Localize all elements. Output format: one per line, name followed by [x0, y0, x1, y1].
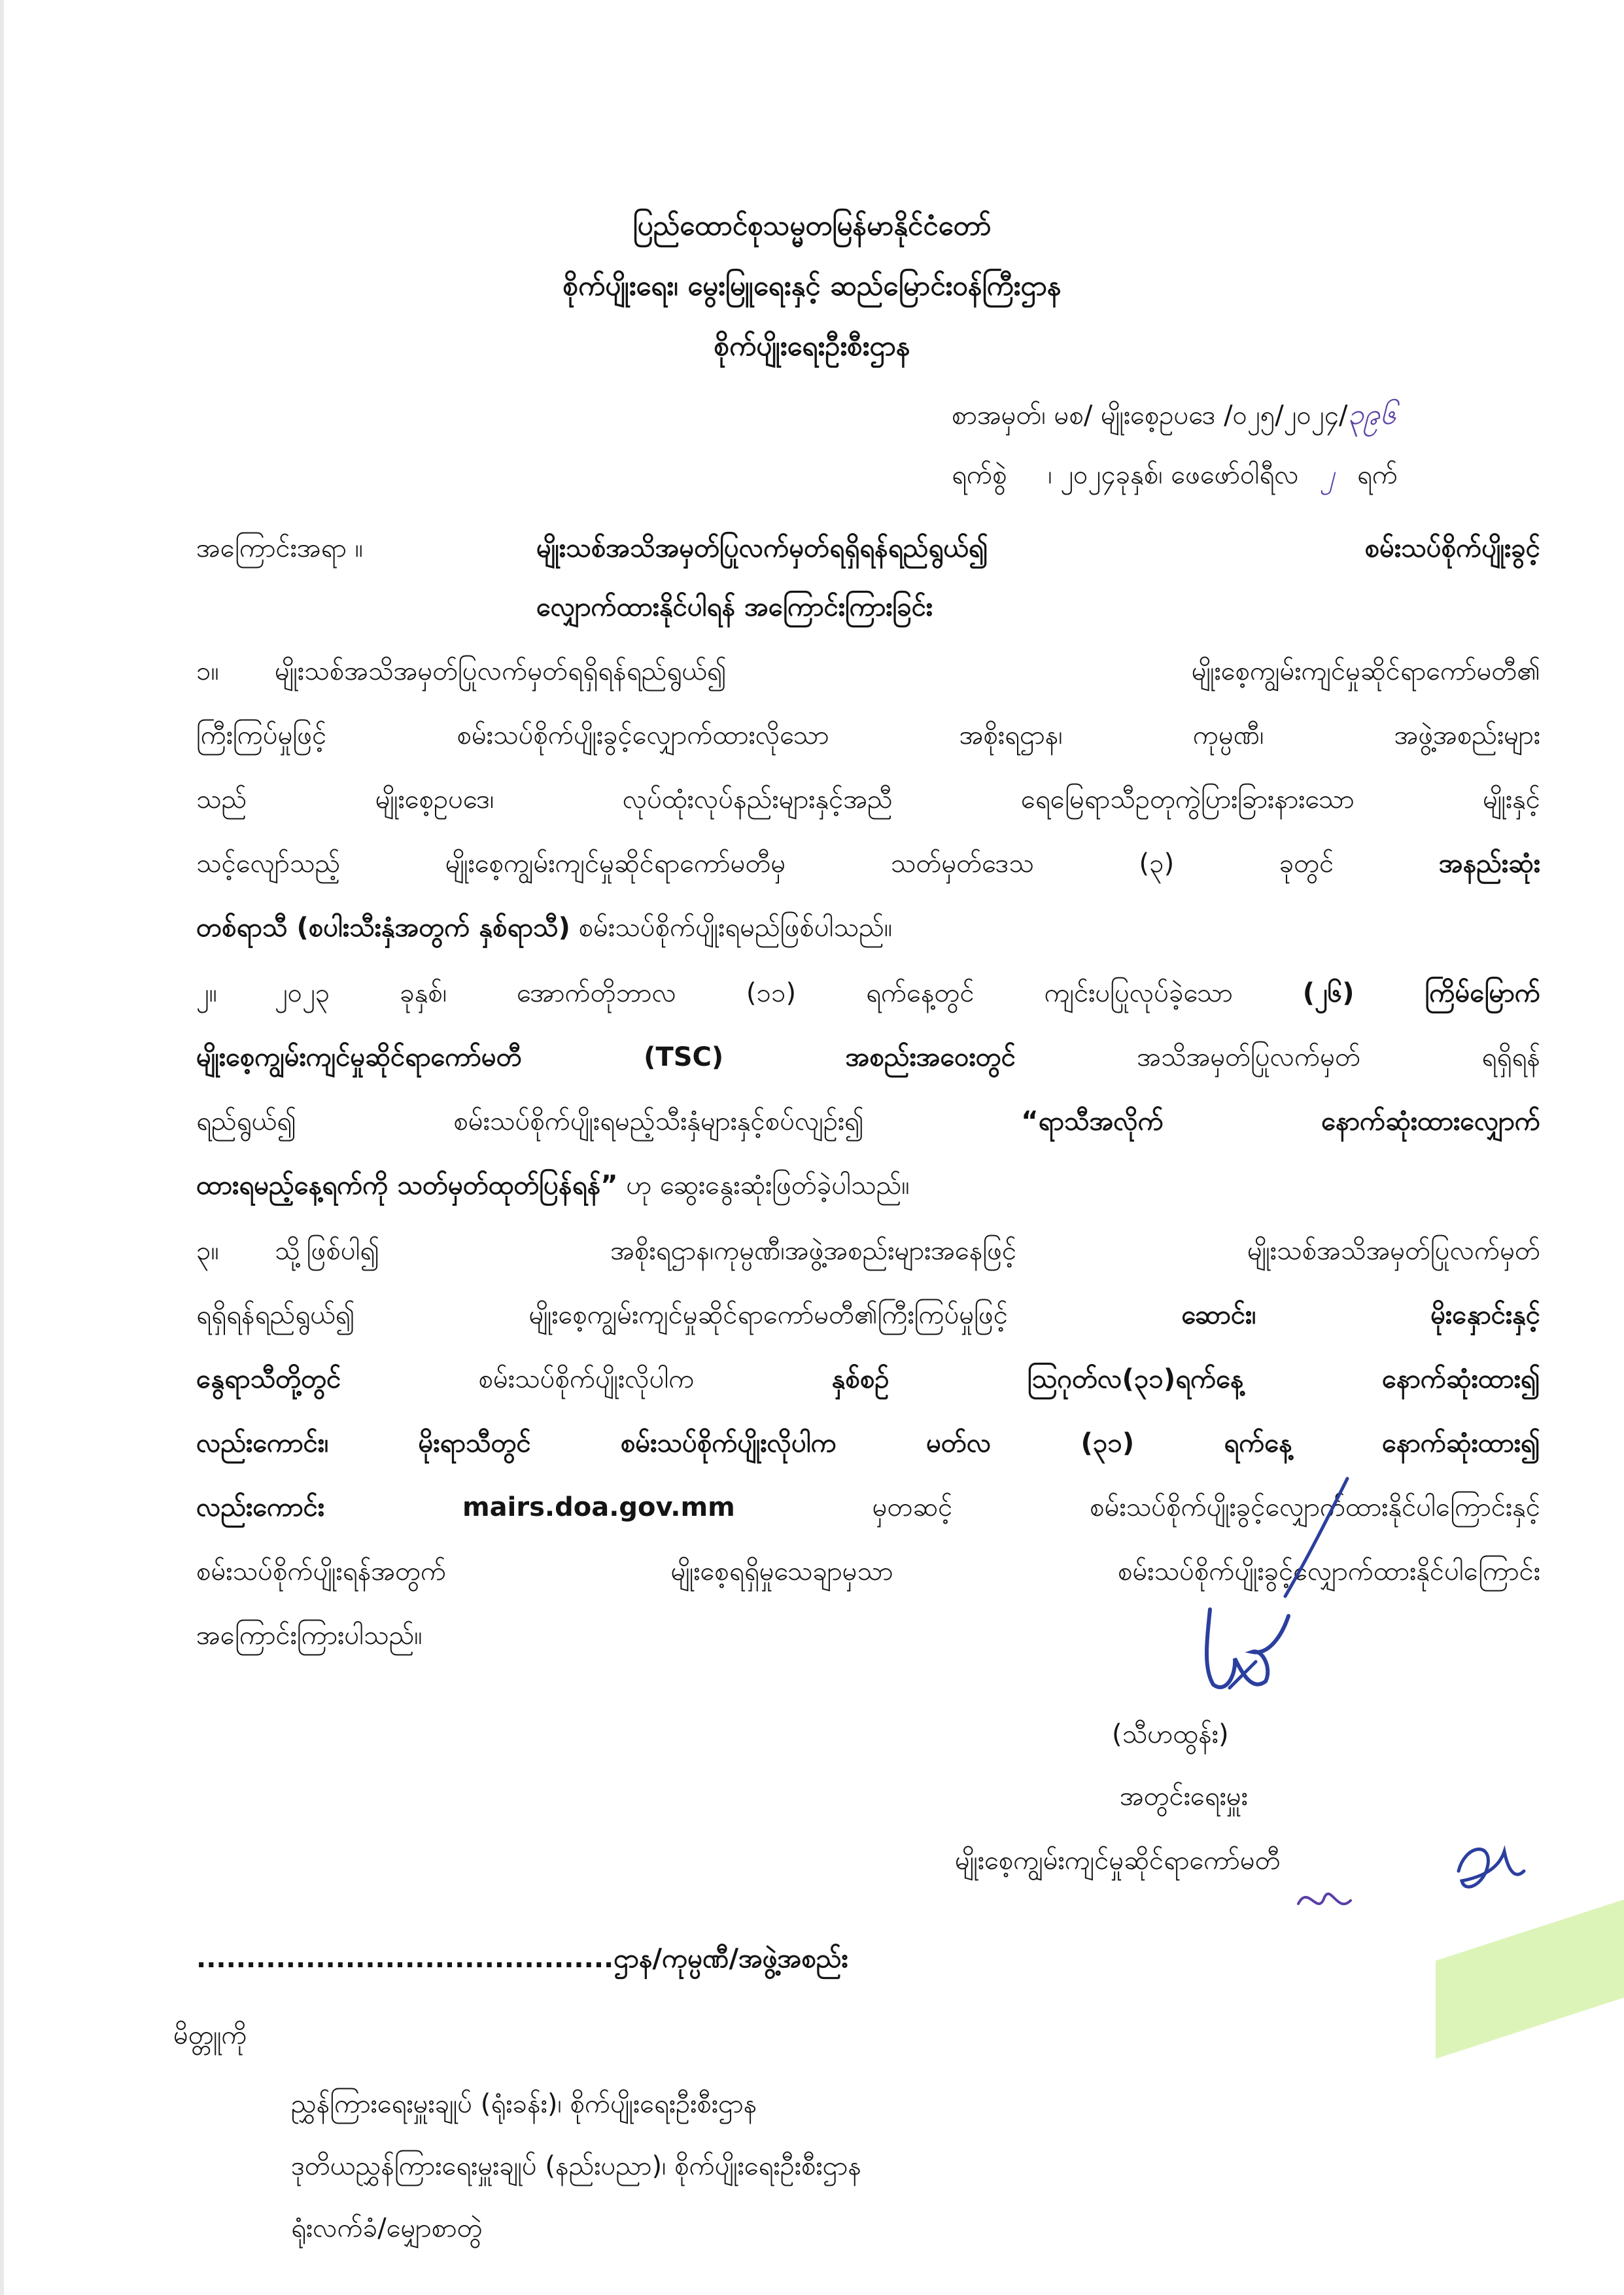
p3-line-2-text: ရရှိရန်ရည်ရွယ်၍ မျိုးစေ့ကျွမ်းကျင်မှုဆိုင်ရာကော်မတီ၏ကြီးကြပ်မှုဖြင့်: [196, 1300, 1009, 1330]
date-handwritten-day: ၂: [1321, 460, 1335, 490]
cc-item-2: ဒုတိယညွှန်ကြားရေးမှူးချုပ် (နည်းပညာ)၊ စိုက်ပျိုးရေးဦးစီးဌာန: [291, 2151, 861, 2181]
reference-handwritten-number: ၃၉၆: [1347, 398, 1396, 431]
p3-line-2: [196, 1298, 1540, 1337]
header-country: ပြည်ထောင်စုသမ္မတမြန်မာနိုင်ငံတော်: [632, 209, 992, 241]
date-value: ၊ ၂၀၂၄ခုနှစ်၊ ဖေဖော်ဝါရီလ: [1048, 460, 1299, 490]
p3-line-2-bold: ဆောင်း၊ မိုးနှောင်းနှင့်: [1181, 1300, 1540, 1330]
signatory-committee: မျိုးစေ့ကျွမ်းကျင်မှုဆိုင်ရာကော်မတီ: [955, 1846, 1281, 1876]
p2-line-2-text: အသိအမှတ်ပြုလက်မှတ် ရရှိရန်: [1137, 1042, 1540, 1072]
p1-line-4-text: သင့်လျော်သည့် မျိုးစေ့ကျွမ်းကျင်မှုဆိုင်ရာကော်မတီမှ သတ်မှတ်ဒေသ (၃) ခုတွင်: [196, 849, 1334, 879]
reference-date: [952, 458, 1398, 497]
header-ministry: စိုက်ပျိုးရေး၊ မွေးမြူရေးနှင့် ဆည်မြောင်းဝန်ကြီးဌာန: [562, 270, 1062, 302]
cc-heading: မိတ္တူကို: [173, 2020, 247, 2050]
p2-line-3: [196, 1104, 1540, 1143]
p2-line-4-text: ဟု ဆွေးနွေးဆုံးဖြတ်ခဲ့ပါသည်။: [626, 1170, 910, 1200]
signatory-title: အတွင်းရေးမှူး: [1120, 1781, 1248, 1812]
p2-line-2: [196, 1040, 1540, 1079]
p2-line-3-bold: “ရာသီအလိုက် နောက်ဆုံးထားလျှောက်: [1021, 1106, 1540, 1136]
addressee-dots: ..........................................: [196, 1944, 614, 1974]
p3-line-4: လည်းကောင်း၊ မိုးရာသီတွင် စမ်းသပ်စိုက်ပျိုးလိုပါက မတ်လ (၃၁) ရက်နေ့ နောက်ဆုံးထား၍: [196, 1428, 1540, 1458]
p3-line-1-text: သို့ဖြစ်ပါ၍ အစိုးရဌာန၊ကုမ္ပဏီ၊အဖွဲ့အစည်းများအနေဖြင့် မျိုးသစ်အသိအမှတ်ပြုလက်မှတ်: [275, 1236, 1540, 1266]
reference-number-text: စာအမှတ်၊ မစ/ မျိုးစေ့ဥပဒေ /၀၂၅/၂၀၂၄/: [952, 400, 1348, 430]
p2-line-1: [196, 976, 1540, 1015]
p3-line-6: စမ်းသပ်စိုက်ပျိုးရန်အတွက် မျိုးစေ့ရရှိမှုသေချာမှသာ စမ်းသပ်စိုက်ပျိုးခွင့်လျှောက်ထားနိုင်ပါကြောင်း: [196, 1556, 1540, 1586]
pen-stroke: [1275, 1472, 1354, 1603]
p1-line-1: [196, 654, 1540, 693]
p1-line-3: သည် မျိုးစေ့ဥပဒေ၊ လုပ်ထုံးလုပ်နည်းများနှင့်အညီ ရေမြေရာသီဥတုကွဲပြားခြားနားသော မျိုးနှင့်: [196, 784, 1540, 815]
cc-item-1: ညွှန်ကြားရေးမှူးချုပ် (ရုံးခန်း)၊ စိုက်ပျိုးရေးဦးစီးဌာန: [291, 2089, 757, 2119]
p2-line-4: [196, 1168, 1540, 1207]
reference-number: [952, 396, 1396, 438]
addressee-label: ဌာန/ကုမ္ပဏီ/အဖွဲ့အစည်း: [613, 1944, 848, 1974]
p1-line-4-bold: အနည်းဆုံး: [1438, 849, 1540, 879]
p3-line-1: [196, 1234, 1540, 1272]
p2-line-4-bold: ထားရမည့်နေ့ရက်ကို သတ်မှတ်ထုတ်ပြန်ရန်”: [196, 1170, 618, 1200]
p2-line-3-text: ရည်ရွယ်၍ စမ်းသပ်စိုက်ပျိုးရမည့်သီးနှံများနှင့်စပ်လျဉ်း၍: [196, 1106, 865, 1136]
signatory-name: (သီဟထွန်း): [1112, 1719, 1229, 1749]
p2-line-1-bold: (၂၆) ကြိမ်မြောက်: [1302, 978, 1540, 1008]
header-department: စိုက်ပျိုးရေးဦးစီးဌာန: [714, 330, 910, 362]
p3-line-5-bold: လည်းကောင်း mairs.doa.gov.mm: [196, 1492, 735, 1522]
p1-line-5: [196, 911, 1540, 949]
p2-line-2-bold: မျိုးစေ့ကျွမ်းကျင်မှုဆိုင်ရာကော်မတီ (TSC) အစည်းအဝေးတွင်: [196, 1042, 1016, 1072]
cc-item-3: ရုံးလက်ခံ/မျှောစာတွဲ: [291, 2213, 483, 2243]
date-label: ရက်စွဲ: [952, 460, 1007, 490]
p3-line-3-bold-a: နွေရာသီတို့တွင်: [196, 1364, 341, 1394]
handwritten-initials-small: [1295, 1878, 1354, 1930]
p2-number: ၂။: [196, 978, 217, 1008]
p1-line-5-bold: တစ်ရာသီ (စပါးသီးနှံအတွက် နှစ်ရာသီ): [196, 913, 570, 943]
p1-line-4: [196, 847, 1540, 885]
subject-line-2: လျှောက်ထားနိုင်ပါရန် အကြောင်းကြားခြင်း: [536, 592, 933, 622]
p2-line-1-text: ၂၀၂၃ ခုနှစ်၊ အောက်တိုဘာလ (၁၁) ရက်နေ့တွင် ကျင်းပပြုလုပ်ခဲ့သော: [275, 978, 1233, 1008]
p1-line-1-text: မျိုးသစ်အသိအမှတ်ပြုလက်မှတ်ရရှိရန်ရည်ရွယ်၍ မျိုးစေ့ကျွမ်းကျင်မှုဆိုင်ရာကော်မတီ၏: [275, 656, 1540, 686]
p3-number: ၃။: [196, 1236, 219, 1266]
p3-line-3: [196, 1362, 1540, 1401]
p3-line-5-text: မှတဆင့် စမ်းသပ်စိုက်ပျိုးခွင့်လျှောက်ထားနိုင်ပါကြောင်းနှင့်: [872, 1492, 1540, 1522]
subject-line-1: မျိုးသစ်အသိအမှတ်ပြုလက်မှတ်ရရှိရန်ရည်ရွယ်၍ စမ်းသပ်စိုက်ပျိုးခွင့်: [536, 533, 1540, 563]
handwritten-initials: [1452, 1832, 1530, 1904]
p1-line-2: ကြီးကြပ်မှုဖြင့် စမ်းသပ်စိုက်ပျိုးခွင့်လျှောက်ထားလိုသော အစိုးရဌာန၊ ကုမ္ပဏီ၊ အဖွဲ့အစည်းများ: [196, 720, 1540, 750]
p3-line-3-text: စမ်းသပ်စိုက်ပျိုးလိုပါက: [478, 1364, 695, 1394]
p1-number: ၁။: [196, 656, 219, 686]
p3-line-7: အကြောင်းကြားပါသည်။: [196, 1621, 423, 1651]
p3-line-3-bold-b: နှစ်စဉ် ဩဂုတ်လ(၃၁)ရက်နေ့ နောက်ဆုံးထား၍: [831, 1364, 1540, 1394]
signature-scribble: [1190, 1596, 1295, 1708]
date-suffix: ရက်: [1356, 460, 1398, 490]
subject-label: အကြောင်းအရာ ။: [196, 533, 363, 563]
addressee: [196, 1942, 848, 1980]
p1-line-5-text: စမ်းသပ်စိုက်ပျိုးရမည်ဖြစ်ပါသည်။: [578, 913, 893, 943]
highlighter-mark: [1436, 1893, 1624, 2059]
